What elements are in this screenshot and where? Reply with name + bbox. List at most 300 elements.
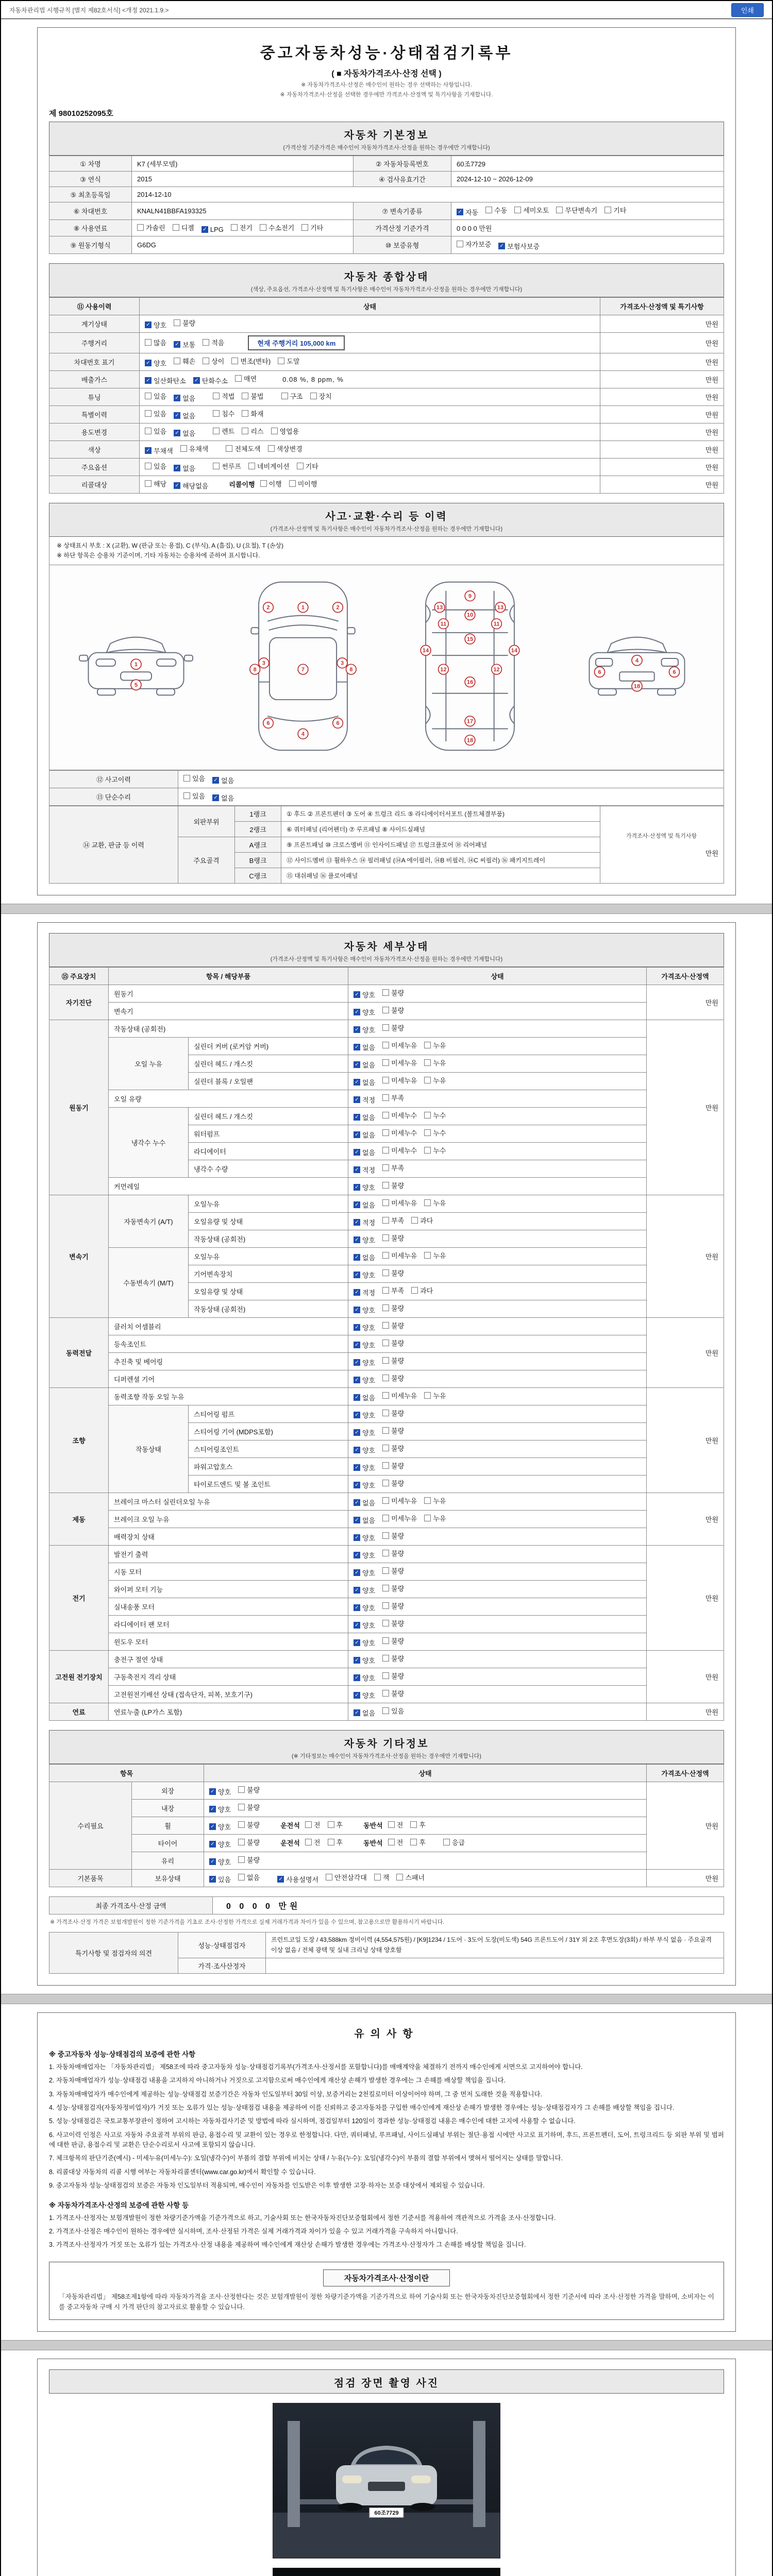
checked-checkbox-icon: ✓ [354,1552,360,1558]
option-label: 불량 [391,989,405,997]
checked-checkbox-icon: ✓ [354,1639,360,1646]
option-label: 안전삼각대 [334,1874,367,1882]
checked-checkbox-icon: ✓ [354,1482,360,1488]
state-cell [348,1055,647,1073]
state-cell [348,1283,647,1300]
unchecked-checkbox-icon [278,358,284,364]
diagram-legend [49,537,724,565]
option-label: 없음 [362,1079,376,1087]
unchecked-checkbox-icon [514,207,521,213]
option [174,356,195,366]
option [514,205,549,215]
unchecked-checkbox-icon [238,1856,245,1863]
option [485,205,507,215]
basic-info-row [49,202,724,220]
option-label: 불량 [391,1462,405,1470]
option [382,1250,417,1260]
option-label: 해당없음 [182,482,209,490]
option-label: 과다 [420,1217,433,1225]
option [328,1820,343,1829]
option-label: 없음 [221,794,234,803]
option-label: 수소전기 [268,224,295,232]
panel-marker [131,680,141,690]
unchecked-checkbox-icon [242,393,248,399]
notice-item: 1. 가격조사·산정자는 보험개발원이 정한 차량기준가액을 기준가격으로 하고, 기술사회 또는 한국자동차진단보증협회에서 정한 기준서를 적용하여 객관적으로 가격을 조사·산정합니다. [49,2214,556,2222]
option-label: 전 [313,1821,321,1829]
option-group [388,1822,433,1829]
option [382,1548,404,1558]
unchecked-checkbox-icon [297,463,304,469]
option-label: 양호 [362,1377,376,1385]
option [556,205,597,215]
unchecked-checkbox-icon [410,1839,417,1845]
unchecked-checkbox-icon [382,1269,389,1276]
condition-row [49,353,724,371]
option [382,1531,404,1540]
svg-text:14: 14 [511,648,518,654]
option [354,1550,375,1560]
unchecked-checkbox-icon [382,1462,389,1469]
state-cell [140,441,600,459]
checked-checkbox-icon: ✓ [174,482,180,489]
item-cell: 실린더 헤드 / 개스킷 [189,1055,348,1073]
option [201,226,224,233]
option-label: 부족 [391,1287,405,1295]
item-cell: 기어변속장치 [189,1265,348,1283]
option-label: 없음 [362,1131,376,1140]
section-accident-history: 사고·교환·수리 등 이력 (가격조사·산정액 및 특기사항은 매수인이 자동차가격조사·산정을 원하는 경우에만 기재합니다) [49,503,724,537]
unchecked-checkbox-icon [382,1497,389,1504]
checked-checkbox-icon: ✓ [209,1876,216,1883]
state-cell [348,1090,647,1108]
option-label: 없음 [362,1394,376,1402]
option [354,1358,375,1367]
option [354,1235,375,1245]
option [174,481,208,490]
unchecked-checkbox-icon [183,792,190,799]
option-label: 세미오토 [523,207,549,214]
history-label: ⑫ 사고이력 [49,771,178,788]
option [354,1252,375,1262]
checked-checkbox-icon: ✓ [354,1184,360,1191]
price-cell: 만원 [647,1195,724,1318]
state-cell [348,1073,647,1090]
option-label: 불량 [391,1655,405,1663]
option-group [305,1839,350,1847]
option [145,446,173,455]
option [424,1198,446,1208]
detail-row [49,1633,724,1651]
unchecked-checkbox-icon [382,1217,389,1224]
option [382,1040,417,1050]
option [424,1496,446,1505]
option-label: 후 [336,1839,343,1847]
option [305,1820,321,1829]
rank-label: A랭크 [235,837,281,853]
checked-checkbox-icon: ✓ [209,1788,216,1795]
item-cell: 타이로드엔드 및 볼 조인트 [189,1476,348,1493]
item-cell: 브레이크 마스터 실린더오일 누유 [109,1493,348,1511]
svg-text:2: 2 [266,604,270,611]
remarks-row [49,1933,724,1958]
state-cell [348,1108,647,1125]
state-cell [348,1230,647,1248]
column-header: 상태 [204,1765,647,1782]
detail-row [49,1703,724,1721]
svg-text:6: 6 [673,669,676,676]
panel-marker [669,667,680,677]
unchecked-checkbox-icon [213,463,220,469]
option-label: 부족 [391,1217,405,1225]
state-cell [140,423,600,441]
option-label: 후 [336,1821,343,1829]
option [145,320,166,330]
option-label: 훼손 [182,358,196,365]
option [382,1566,404,1575]
detail-row [49,1318,724,1335]
option-group [209,1839,267,1847]
car-diagram-top [239,574,367,758]
notice-item: 2. 가격조사·산정은 매수인이 원하는 경우에만 실시하며, 조사·산정된 가격은 실제 거래가격과 차이가 있을 수 있고 거래가격을 구속하지 아니합니다. [49,2227,458,2235]
option-label: 없음 [362,1254,376,1262]
option-label: 미이행 [297,480,317,488]
option [301,223,323,232]
column-header: 항목 / 해당부품 [109,968,348,985]
section-basic-info: 자동차 기본정보 (가격산정 기준가격은 매수인이 자동차가격조사·산정을 원하는 경우에만 기재합니다) [49,122,724,156]
option [354,1060,375,1070]
remarks-text: 프런트코일 도장 / 43,588km 정비이력 (4,554,575원) / [K9]1234 / 1도어 · 3도어 도장(비도색) 54G 프론트도어 / 31Y 외 2조 후면도장(3회) / 하부 부식 없음 · 주요골격 이상 없음 / 전체 광택 및 실내 크리닝 상태 양호함 [266,1933,724,1958]
document-header [49,36,724,100]
condition-row [49,388,724,406]
final-price-label: 최종 가격조사·산정 금액 [49,1897,213,1914]
panel-marker [465,634,475,645]
checked-checkbox-icon: ✓ [354,1236,360,1243]
checked-checkbox-icon: ✓ [354,1604,360,1611]
state-cell [140,388,600,406]
row-label: 리콜대상 [49,476,140,494]
unchecked-checkbox-icon [382,1480,389,1486]
unchecked-checkbox-icon [305,1839,312,1845]
svg-text:13: 13 [436,604,443,611]
checked-checkbox-icon: ✓ [212,794,219,801]
definition-text: 「자동차관리법」 제58조제1항에 따라 자동차가격을 조사·산정한다는 것은 보험개발원이 정한 차량기준가액을 기준가격으로 하여 기술사회 또는 한국자동차진단보증협회에서 정한 기준서에 따라 조사·산정한 가격을 말하며, 소비자는 이를 중고자동차 구매 시 가격 판단의 참고자료로 활용할 수 있습니다. [59,2293,714,2311]
detail-row [49,985,724,1003]
option-group [213,463,326,471]
panel-marker [465,716,475,726]
option-label: 누유 [433,1199,446,1208]
unchecked-checkbox-icon [382,1199,389,1206]
unchecked-checkbox-icon [268,445,275,452]
option-label: 없음 [182,465,196,472]
option [382,1058,417,1067]
option [231,356,271,366]
svg-text:1: 1 [301,604,305,611]
header-note-1: ※ 자동차가격조사·산정은 매수인이 원하는 경우 선택하는 사항입니다. [301,82,472,88]
detail-row [49,1003,724,1020]
option [310,391,332,401]
option-label: 해당 [154,480,167,488]
page-separator [1,904,772,914]
notices-title: 유의사항 [354,2028,419,2040]
etc-row [49,1870,724,1887]
option [354,1025,375,1035]
checked-checkbox-icon: ✓ [354,991,360,998]
option-label: 양호 [362,1587,376,1595]
unchecked-checkbox-icon [238,1821,245,1828]
option [231,223,253,232]
state-cell [348,1038,647,1055]
option [411,1285,433,1295]
item-cell: 원동기 [109,985,348,1003]
unchecked-checkbox-icon [424,1112,431,1118]
option-label: 미세누유 [391,1199,417,1208]
panel-marker [465,610,475,620]
checked-checkbox-icon: ✓ [354,1342,360,1348]
option [209,1839,231,1849]
unchecked-checkbox-icon [382,1532,389,1539]
option-label: 불량 [391,1269,405,1278]
option-group [213,428,306,436]
unchecked-checkbox-icon [374,1874,381,1880]
option-label: 불량 [391,1234,405,1243]
option-label: 있음 [154,428,167,435]
option [382,1110,417,1120]
option-label: 양호 [218,1788,231,1797]
option [183,773,205,783]
field-value: 2014-12-10 [132,187,724,202]
basic-info-row [49,187,724,202]
svg-text:11: 11 [440,621,447,628]
option-label: 사용설명서 [286,1876,319,1884]
option [382,1128,417,1138]
unchecked-checkbox-icon [281,393,288,399]
checked-checkbox-icon: ✓ [354,1657,360,1664]
detail-row [49,1388,724,1405]
option [354,1182,375,1192]
unchecked-checkbox-icon [260,224,266,231]
row-label: 차대번호 표기 [49,353,140,371]
option [354,1568,375,1578]
unchecked-checkbox-icon [180,445,187,452]
option-label: 전체도색 [234,445,261,453]
price-cell: 만원 [600,423,724,441]
notice-item: 1. 자동차매매업자는 「자동차관리법」 제58조에 따라 중고자동차 성능·상태점검기록부(가격조사·산정서를 포함합니다)를 매매계약을 체결하기 전까지 매수인에게 서면으로 고지하여야 합니다. [49,2063,583,2071]
unchecked-checkbox-icon [382,1182,389,1189]
state-cell [348,1265,647,1283]
option-label: 양호 [362,1236,376,1245]
column-header: 가격조사·산정액 [647,968,724,985]
notice-item: 8. 리콜대상 자동차의 리콜 시행 여부는 자동차리콜센터(www.car.go.kr)에서 확인할 수 있습니다. [49,2168,316,2176]
option [354,1042,375,1052]
notice-section-heading: ※ 중고자동차 성능·상태점검의 보증에 관한 사항 [49,2050,196,2058]
option-label: 양호 [362,1412,376,1420]
option-label: 양호 [362,1342,376,1350]
checked-checkbox-icon: ✓ [209,1823,216,1830]
option [382,1373,404,1383]
option-label: 있음 [192,775,206,783]
option-label: 수동 [494,207,508,214]
option [354,1673,375,1683]
option-label: 불량 [247,1786,260,1794]
option-label: 전기 [239,224,253,232]
price-cell: 만원 [600,353,724,371]
device-cell: 고전원 전기장치 [49,1651,109,1703]
option-label: 불량 [391,1357,405,1365]
option [354,1270,375,1280]
checked-checkbox-icon: ✓ [145,360,152,366]
item-cell: 시동 모터 [109,1563,348,1581]
option-group [145,411,203,418]
panel-marker [509,646,519,656]
price-cell: 만원 [647,1318,724,1388]
condition-row [49,476,724,494]
device-cell: 전기 [49,1546,109,1651]
option-label: 불량 [247,1856,260,1865]
option [354,1375,375,1385]
option-label: 불량 [391,1532,405,1540]
field-value: 2024-12-10 ~ 2026-12-09 [451,172,724,187]
state-cell [348,1581,647,1598]
card-main-info [37,27,736,895]
detail-condition-table [49,967,724,1721]
option-group [209,1857,267,1865]
car-diagram-bottom [406,574,534,758]
option-label: 이행 [268,480,282,488]
checked-checkbox-icon: ✓ [354,1061,360,1068]
option [354,1410,375,1420]
checked-checkbox-icon: ✓ [174,465,180,471]
column-header: 항목 [49,1765,204,1782]
section-etc-info: 자동차 기타정보 (※ 기타정보는 매수인이 자동차가격조사·산정을 원하는 경우에만 기재합니다) [49,1730,724,1764]
panel-marker [298,665,308,675]
checked-checkbox-icon: ✓ [457,209,463,215]
option-label: 썬루프 [222,463,241,470]
option-label: 후 [419,1839,426,1847]
field-value: 60조7729 [451,156,724,172]
option-group [209,1786,267,1797]
option [382,1285,404,1295]
unchecked-checkbox-icon [213,428,220,434]
option-label: 누유 [433,1497,446,1505]
option-label: 없음 [182,412,196,420]
row-label: 계기상태 [49,315,140,333]
price-cell: 만원 [647,985,724,1020]
state-cell [348,1703,647,1721]
option-label: 있음 [391,1707,405,1716]
etc-row [49,1817,724,1835]
row-label: 색상 [49,441,140,459]
detail-row [49,1090,724,1108]
option [242,391,263,401]
option [498,241,540,251]
unchecked-checkbox-icon [424,1129,431,1136]
option-label: 불량 [391,1672,405,1681]
option [242,409,263,418]
option [354,1620,375,1630]
option-label: 양호 [362,1429,376,1437]
unchecked-checkbox-icon [242,410,248,417]
option [382,1496,417,1505]
option-label: 자가보증 [465,241,492,248]
history-label: ⑬ 단순수리 [49,788,178,806]
option-label: 적법 [222,393,235,400]
option-group [213,411,271,418]
sub-label: 동반석 [363,1839,383,1848]
option [382,1023,404,1032]
option [424,1075,446,1085]
svg-text:18: 18 [466,737,474,744]
option-label: 불량 [182,319,196,327]
option-label: 전 [396,1821,404,1829]
option-label: 양호 [362,1692,376,1700]
rank-label: C랭크 [235,868,281,884]
svg-text:4: 4 [301,731,305,738]
basic-info-table [49,156,724,254]
item-cell: 라디에이터 [189,1143,348,1160]
item-cell: 오일누유 [189,1195,348,1213]
item-cell: 라디에이터 팬 모터 [109,1616,348,1633]
unchecked-checkbox-icon [238,1804,245,1810]
option-label: 불량 [391,1410,405,1418]
option-label: 잭 [382,1874,390,1882]
item-cell: 냉각수 수량 [189,1160,348,1178]
option [424,1040,446,1050]
notice-section-heading: ※ 자동차가격조사·산정의 보증에 관한 사항 등 [49,2201,189,2209]
item-cell: 고전원전기배선 상태 (접속단자, 피복, 보호기구) [109,1686,348,1703]
unchecked-checkbox-icon [382,1567,389,1574]
checked-checkbox-icon: ✓ [354,1254,360,1261]
unchecked-checkbox-icon [203,358,209,364]
detail-row [49,1651,724,1668]
option-label: 디젤 [181,224,194,232]
option [354,1428,375,1437]
option-label: 미세누유 [391,1392,417,1400]
exchange-label: ⑭ 교환, 판금 등 이력 [49,806,178,884]
option-label: 렌트 [222,428,235,435]
etc-row [49,1782,724,1800]
option [396,1872,425,1882]
option [260,223,294,232]
field-options [451,236,724,254]
option-label: 적정 [362,1219,376,1227]
option-label: 양호 [154,321,167,329]
option [145,337,166,347]
unchecked-checkbox-icon [382,1690,389,1697]
panel-marker [250,665,260,675]
option-label: 응급 [451,1839,465,1847]
unchecked-checkbox-icon [238,1839,245,1845]
unchecked-checkbox-icon [145,480,152,487]
checked-checkbox-icon: ✓ [354,1289,360,1296]
option-group [260,481,325,488]
price-cell: 만원 [647,1782,724,1870]
checked-checkbox-icon: ✓ [354,1219,360,1226]
option-label: 양호 [362,1569,376,1578]
option [145,391,166,401]
item-cell: 커먼레일 [109,1178,348,1195]
unchecked-checkbox-icon [238,1874,245,1880]
checked-checkbox-icon: ✓ [354,1622,360,1629]
option [424,1391,446,1400]
checked-checkbox-icon: ✓ [174,430,180,436]
measured-values: 0.08 %, 8 ppm, % [282,376,344,383]
option [174,318,195,328]
unchecked-checkbox-icon [382,1427,389,1434]
svg-text:9: 9 [468,593,472,600]
print-button[interactable]: 인쇄 [731,3,764,17]
option-label: 보험사보증 [507,243,540,250]
item-cell: 추진축 및 베어링 [109,1353,348,1370]
